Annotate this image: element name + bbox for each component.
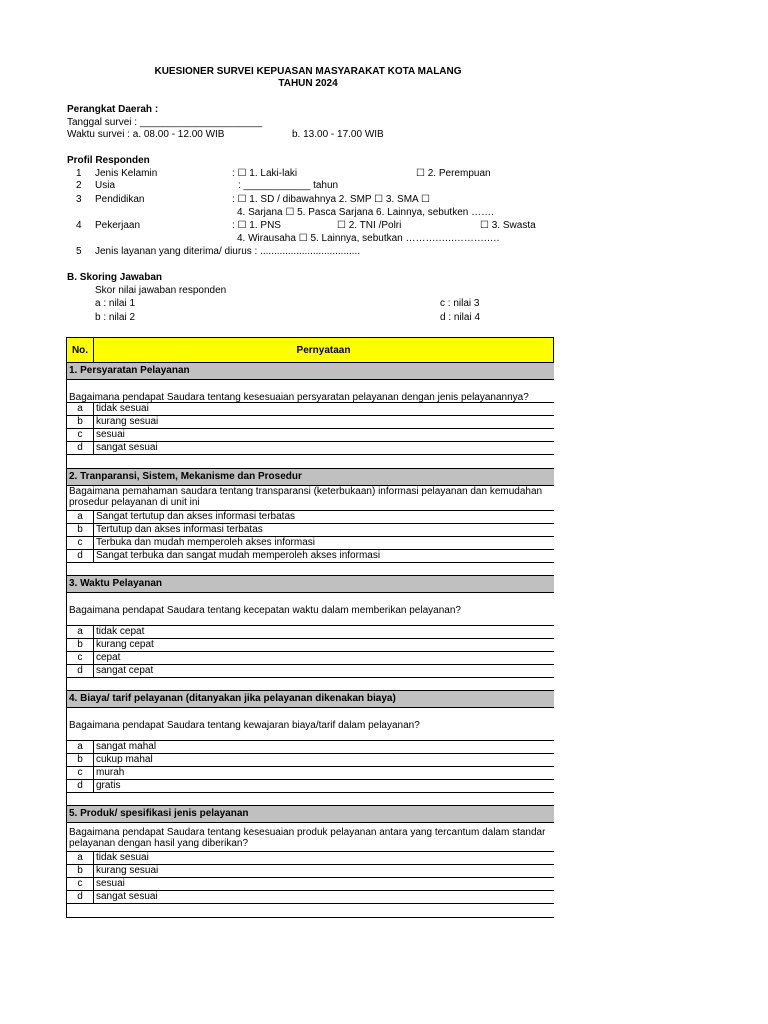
pendidikan-options-2: 4. Sarjana ☐ 5. Pasca Sarjana 6. Lainnya, sebutken …….	[237, 207, 494, 218]
pendidikan-options: : ☐ 1. SD / dibawahnya 2. SMP ☐ 3. SMA ☐	[232, 194, 430, 205]
option-text: tidak sesuai	[96, 403, 149, 414]
option-row	[67, 652, 554, 665]
option-row	[67, 511, 554, 524]
option-text: Tertutup dan akses informasi terbatas	[96, 524, 263, 535]
option-letter: c	[67, 429, 94, 441]
question-text: Bagaimana pendapat Saudara tentang kecepatan waktu dalam memberikan pelayanan?	[69, 605, 461, 616]
option-text: Terbuka dan mudah memperoleh akses informasi	[96, 537, 315, 548]
option-text: tidak sesuai	[96, 852, 149, 863]
option-text: gratis	[96, 780, 121, 791]
profil-row-label: Jenis Kelamin	[95, 168, 158, 179]
profil-row-no: 2	[76, 180, 82, 191]
option-text: sangat sesuai	[96, 891, 158, 902]
section-title: 1. Persyaratan Pelayanan	[67, 363, 554, 380]
column-statement-header: Pernyataan	[296, 344, 351, 356]
option-text: sesuai	[96, 878, 125, 889]
section-title: 5. Produk/ spesifikasi jenis pelayanan	[67, 805, 554, 823]
option-letter: d	[67, 780, 94, 792]
section-spacer	[67, 678, 554, 690]
profil-row-no: 4	[76, 220, 82, 231]
option-text: murah	[96, 767, 125, 778]
section-produk	[66, 805, 554, 918]
option-letter: d	[67, 891, 94, 903]
option-row	[67, 891, 554, 904]
skor-a: a : nilai 1	[95, 298, 136, 309]
option-text: sangat cepat	[96, 665, 154, 676]
jenis-layanan-field: Jenis layanan yang diterima/ diurus : ....................................	[95, 246, 361, 257]
column-no-header: No.	[67, 338, 94, 362]
document-title: KUESIONER SURVEI KEPUASAN MASYARAKAT KOTA MALANG	[154, 66, 462, 77]
option-text: sangat sesuai	[96, 442, 158, 453]
waktu-survei-a: Waktu survei : a. 08.00 - 12.00 WIB	[67, 129, 225, 140]
profil-row-label: Pendidikan	[95, 194, 145, 205]
option-row	[67, 665, 554, 678]
option-letter: b	[67, 865, 94, 877]
section-spacer	[67, 904, 554, 918]
waktu-survei-b: b. 13.00 - 17.00 WIB	[292, 129, 384, 140]
section-waktu	[66, 575, 554, 690]
option-letter: b	[67, 639, 94, 651]
option-row	[67, 537, 554, 550]
jenis-kelamin-options-2: ☐ 2. Perempuan	[416, 168, 491, 179]
option-row	[67, 550, 554, 563]
option-letter: d	[67, 442, 94, 454]
option-row	[67, 639, 554, 652]
option-row	[67, 754, 554, 767]
option-letter: a	[67, 403, 94, 415]
skor-b: b : nilai 2	[95, 312, 136, 323]
pekerjaan-options-2: ☐ 2. TNI /Polri	[337, 220, 402, 231]
table-header	[66, 337, 554, 363]
option-row	[67, 442, 554, 455]
option-row	[67, 403, 554, 416]
option-letter: a	[67, 741, 94, 753]
option-letter: d	[67, 550, 94, 562]
option-text: sesuai	[96, 429, 125, 440]
skoring-intro: Skor nilai jawaban responden	[95, 285, 227, 296]
question-text: Bagaimana pendapat Saudara tentang kesesuaian persyaratan pelayanan dengan jenis pelayanannya?	[69, 392, 529, 403]
usia-field: : ____________ tahun	[238, 180, 339, 191]
skor-c: c : nilai 3	[440, 298, 480, 309]
option-letter: a	[67, 852, 94, 864]
document-year: TAHUN 2024	[278, 78, 338, 89]
question-text: Bagaimana pemahaman saudara tentang transparansi (keterbukaan) informasi pelayanan dan kemudahan prosedur pelayanan di unit ini	[69, 486, 543, 508]
option-letter: b	[67, 416, 94, 428]
profil-row-no: 5	[76, 246, 82, 257]
skor-d: d : nilai 4	[440, 312, 481, 323]
profil-row-label: Pekerjaan	[95, 220, 141, 231]
option-text: Sangat tertutup dan akses informasi terbatas	[96, 511, 296, 522]
section-transparansi	[66, 468, 554, 575]
option-row	[67, 878, 554, 891]
section-title: 3. Waktu Pelayanan	[67, 575, 554, 593]
section-spacer	[67, 563, 554, 575]
option-text: kurang cepat	[96, 639, 154, 650]
profil-row-no: 3	[76, 194, 82, 205]
survey-table	[66, 337, 554, 918]
question-text: Bagaimana pendapat Saudara tentang kesesuaian produk pelayanan antara yang tercantum dalam standar pelayanan dengan hasil yang diberikan?	[69, 827, 546, 849]
option-letter: a	[67, 626, 94, 638]
section-persyaratan	[66, 363, 554, 468]
pekerjaan-options-4: 4. Wirausaha ☐ 5. Lainnya, sebutkan ……….…..……….….	[237, 233, 500, 244]
option-letter: b	[67, 754, 94, 766]
option-text: cepat	[96, 652, 121, 663]
option-row	[67, 524, 554, 537]
section-spacer	[67, 793, 554, 805]
section-spacer	[67, 455, 554, 468]
jenis-kelamin-options: : ☐ 1. Laki-laki	[232, 168, 298, 179]
option-row	[67, 626, 554, 639]
option-text: kurang sesuai	[96, 416, 159, 427]
option-row	[67, 429, 554, 442]
option-row	[67, 416, 554, 429]
option-letter: c	[67, 652, 94, 664]
pekerjaan-options: : ☐ 1. PNS	[232, 220, 281, 231]
section-biaya	[66, 690, 554, 805]
option-text: sangat mahal	[96, 741, 157, 752]
option-text: tidak cepat	[96, 626, 145, 637]
option-letter: c	[67, 767, 94, 779]
option-row	[67, 852, 554, 865]
option-letter: d	[67, 665, 94, 677]
option-letter: b	[67, 524, 94, 536]
section-title: 2. Tranparansi, Sistem, Mekanisme dan Prosedur	[67, 468, 554, 486]
skoring-heading: B. Skoring Jawaban	[67, 272, 163, 283]
profil-row-no: 1	[76, 168, 82, 179]
option-letter: c	[67, 878, 94, 890]
option-letter: c	[67, 537, 94, 549]
tanggal-survei-field: Tanggal survei : ______________________	[67, 117, 263, 128]
pekerjaan-options-3: ☐ 3. Swasta	[480, 220, 536, 231]
section-title: 4. Biaya/ tarif pelayanan (ditanyakan jika pelayanan dikenakan biaya)	[67, 690, 554, 708]
option-row	[67, 780, 554, 793]
option-row	[67, 865, 554, 878]
option-text: Sangat terbuka dan sangat mudah memperoleh akses informasi	[96, 550, 381, 561]
profil-row-label: Usia	[95, 180, 116, 191]
perangkat-daerah-label: Perangkat Daerah :	[67, 104, 159, 115]
option-text: cukup mahal	[96, 754, 153, 765]
question-text: Bagaimana pendapat Saudara tentang kewajaran biaya/tarif dalam pelayanan?	[69, 720, 420, 731]
option-row	[67, 767, 554, 780]
option-row	[67, 741, 554, 754]
profil-heading: Profil Responden	[67, 155, 150, 166]
option-text: kurang sesuai	[96, 865, 159, 876]
option-letter: a	[67, 511, 94, 523]
